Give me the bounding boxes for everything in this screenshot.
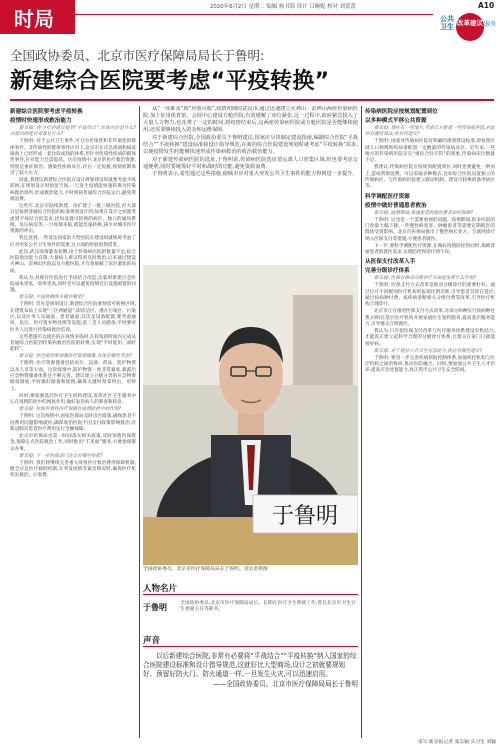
byline: 采写:新京报记者 张志颖 实习生 刘颖 xyxy=(417,740,496,745)
answer-paragraph: 北京市医保局也第一时间落实相关政策,及时预拨医保资金,保障定点医院救治工作,同时推出“不见面”服务,方便参保群众办事。 xyxy=(10,433,136,452)
answer-paragraph: 下一步,要科学调配医疗资源,在做好疫情防控的同时,保障普通患者的就医需求,实现防控和诊疗两不误。 xyxy=(365,243,495,255)
subhead: 疫情时快速形成救治能力 xyxy=(10,118,72,124)
column-badge xyxy=(440,13,496,47)
answer-paragraph: 我注意到,一些发达国家的大型医院在建设时就统筹考虑了应对突发公共卫生事件的需要,这方面的经验值得借鉴。 xyxy=(10,236,136,248)
answer-paragraph: 从“一床难求”到“应收尽收”,疫情初期的武汉市,通过迅速建立火神山、雷神山两座传染病医院,加上征用体育馆、会展中心建设方舱医院,有效缓解了床位紧张,这一过程中,政府紧急投入了大量人力物力,也花费了一定的时间,将疫情结束后,这两座传染病医院或方舱医院是否能继续使用,还需要继续投入资金和运维保障。 xyxy=(143,106,358,133)
answer-paragraph: 于鲁明: 医保支付方式改革是推动分级诊疗的重要杠杆。通过拉开不同级别医疗机构的报销比例差距,引导患者首诊在基层;通过按病种付费、按疾病诊断相关分组付费等改革,引导医疗机构合理诊疗。 xyxy=(365,283,495,308)
profile-name: 于鲁明 xyxy=(143,603,167,612)
subhead: 以多种模式平移公共资源 xyxy=(365,118,427,124)
subhead: 疫情中做好普通患者救治 xyxy=(365,202,427,209)
question-paragraph: 新京报: 医保在推动分级诊疗方面能发挥什么作用? xyxy=(374,276,476,282)
headline: 新建综合医院要考虑“平疫转换” xyxy=(10,69,330,94)
question-paragraph: 新京报: 你也提到要加强医疗资源储备,具体有哪些考虑? xyxy=(19,354,132,360)
badge-right-text: 服务 xyxy=(484,21,497,28)
question-paragraph: 新京报: 下一步医保部门还会有哪些举措? xyxy=(19,453,103,459)
voice-rule xyxy=(143,646,358,647)
answer-paragraph: 对于新建综合医院,全国政协委员于鲁明建议,国家应尽快制定建设指南,编制综合医院“平战结合”“平疫转换”建设标准和设计指导规范,在新的综合医院建设规划时就考虑“平疫转换”需求,以便疫情发生时能够快速形成传染病救治的收治救治能力。 xyxy=(143,134,358,155)
answer-paragraph: 北京市正在推进医保支付方式改革,对部分病种实行按病种付费,同时在基层医疗机构开展家庭医生签约服务,提高基层服务能力,引导群众合理就医。 xyxy=(365,309,495,327)
answer-paragraph: 于鲁明: 要进一步完善疾病预防控制体系,加强疾控机构与医疗机构之间的协同,推动医防融合。同时,要加强公共卫生人才培养,提高应急处置能力,真正筑牢公共卫生安全防线。 xyxy=(365,355,495,374)
answer-paragraph: 于鲁明: 首先是规划设计,新建综合医院要预留可转换区域,在建筑布局上实现“三区两通道”,即清洁区、潜在污染区、污染区,以及医务人员通道、患者通道;其次是设备配置,要考虑通风、负压、医疗废弃物处理等设施;第三是人员储备,平时要对医务人员进行传染病救治培训。 xyxy=(10,302,136,333)
question-paragraph: 新京报: 对于提升公共卫生应急能力,你还有哪些建议? xyxy=(374,348,482,354)
answer-paragraph: 对于新建传染病医院的选址,于鲁明说,传染病医院选址要远离人口密集区域,但也要考虑交通便利,同时要统筹好平时和战时的功能,避免资源浪费。 xyxy=(143,156,358,170)
headline-rule xyxy=(10,99,494,101)
subhead: 完善分级诊疗体系 xyxy=(365,268,410,275)
answer-paragraph: 我建议,传染病医院应按规划配置到位,同时也要避免一哄而上,造成资源浪费。可以采取多种模式,比如综合医院设置独立的传染病区、与传染病医院建立联动机制、建设可转换的备用病区等。 xyxy=(365,165,495,190)
nameplate-text: 于鲁明 xyxy=(271,504,339,529)
answer-paragraph: 于鲁明: 这也是一个需要重视的问题。疫情期间,很多医院的门诊量大幅下降,一些慢性病患者、肿瘤患者等需要定期就医的群体受到影响。北京市医保局推出了慢性病长处方、互联网诊疗纳入医保支付等措施,方便患者就医。 xyxy=(365,217,495,242)
answer-paragraph: 我认为,只有把医保支付改革与医疗服务体系建设有机结合,才能真正建立起科学合理的分级诊疗体系,让群众在家门口就能看好病。 xyxy=(365,329,495,347)
article-column-1 xyxy=(10,106,136,736)
column-divider xyxy=(361,106,362,738)
question-paragraph: 新京报: 平疫转换的关键在哪里? xyxy=(19,295,85,301)
column-divider xyxy=(139,106,140,738)
answer-paragraph: 于鲁明: 国家对传染病医院有明确的规划建设标准,即按照区域人口规模和疾病谱配置一定数量的传染病床位。近年来,一些地方的传染病医院存在“重综合轻专科”的现象,传染病床位数量不足。 xyxy=(365,139,495,164)
photo-caption: 全国政协委员、北京市医疗保障局局长于鲁明。受访者供图 xyxy=(143,567,268,572)
kicker-title: 全国政协委员、北京市医疗保障局局长于鲁明: xyxy=(10,48,265,63)
page-header xyxy=(0,0,500,34)
article-column-4 xyxy=(365,106,495,736)
answer-paragraph: 同时,要加强基层医疗卫生机构建设,发挥社区卫生服务中心在疫情防控中的网底作用,做好发热病人的筛查和转诊。 xyxy=(10,393,136,406)
profile-rule xyxy=(143,594,358,595)
subhead: 科学调配医疗资源 xyxy=(365,193,410,200)
section-name: 时局 xyxy=(14,7,54,31)
issue-meta: 2020年6月2日 星期二 编辑 杨书海 设计 吕婉妮 校对 刘蕾蕾 xyxy=(210,4,356,10)
answer-paragraph: 于鲁明表示,希望通过这些措施,使城市应对重大突发公共卫生事件的能力得到进一步提升。 xyxy=(152,171,358,178)
answer-paragraph: 于鲁明: 医疗资源储备包括床位、设备、药品、防护物资以及人员等方面。这次疫情中,防护物资一度非常紧张,暴露出应急物资储备体系还不够完善。建议建立分级分类的应急物资储备制度,平时做好储备和轮换,确保关键时刻拿得出、用得上。 xyxy=(10,361,136,392)
page-number: A10 xyxy=(478,1,495,10)
question-paragraph: 新京报: 疫情期间,普通患者的就医需求如何保障? xyxy=(374,210,473,216)
subhead: 新建综合医院要考虑平疫转换 xyxy=(10,109,83,115)
answer-paragraph: 于鲁明: 我们将继续完善重大疫情医疗救治费用保障机制,健全应急医疗救助机制,在突发疫情等紧急情况时,确保医疗机构先救治、后收费。 xyxy=(10,460,136,479)
voice-quote-text: 以后新建综合医院,非常有必要将“平战结合”“平疫转换”纳入国家的综合医院建设标准和设计指导规范,这就好比大型商场,设计之初就要规划好、预留好防火门、防火通道一样,一旦发生火灾,可以迅速启用。 xyxy=(143,652,357,679)
question-paragraph: 新京报: 现在有一些地方,考虑后方新建一些传染病医院,对此你有哪些看法,你有何建议? xyxy=(365,126,495,138)
answer-paragraph: 因此,我建议新建综合医院在设计规划建设时就要考虑平疫转换,在规划设计时预留空间,一旦发生疫情能快速转换为传染病救治场所,形成救治能力,平时则按普通综合医院运行,避免资源浪费。 xyxy=(10,177,136,202)
profile-title: 人物名片 xyxy=(143,584,178,594)
badge-left-text: 公共卫生 xyxy=(440,15,454,31)
badge-circle: 改革建议 xyxy=(456,13,484,41)
portrait-illustration xyxy=(143,265,358,565)
answer-paragraph: 于鲁明: 对于公共卫生事件,可分为传染性和非传染性的群体事件。非传染性的群体事件应对上,北京市在应急准备和病床储备上已经形成一套比较成熟的体系,但针对传染性疾病的群体性事件,应对能力还需提高。这次疫情中,北京的医疗救治资源,特别是重症救治、感染性疾病床位,存在一定短板,疫情初期承受了较大压力。 xyxy=(10,139,136,176)
answer-paragraph: 这些措施可以使医院在疫情来临时,在较短的时间内完成从普通综合医院到传染病救治医院的转换,实现“平时能用、战时能转”。 xyxy=(10,334,136,353)
voice-signature: ——全国政协委员、北京市医疗保障局局长于鲁明 xyxy=(212,679,358,688)
question-paragraph: 新京报: 你今年的建议提到“平疫结合”,具体内容是什么? 对提出的建议背景是什么? xyxy=(10,126,136,138)
question-paragraph: 新京报: 你如何看待医疗保障在疫情防控中的作用? xyxy=(19,407,121,413)
section-tag xyxy=(0,0,75,34)
answer-paragraph: 于鲁明: 这次疫情中,国家医保局及时出台政策,确保患者不因费用问题影响就医,确保收治医院不因支付政策影响救治,对新冠肺炎患者医疗费用实行全额保障。 xyxy=(10,414,136,432)
header-rule xyxy=(75,14,433,15)
subhead: 从医保支付改革入手 xyxy=(365,259,416,266)
article-column-3 xyxy=(143,106,358,261)
portrait-photo xyxy=(143,265,358,565)
answer-paragraph: 这些年,北京市陆续新建、改扩建了一批三级医院,但大部分是按照普通综合医院的标准规划设计的,如果在设计之初就考虑到平疫结合的需求,比如设置可转换的病区、独立的通风系统、负压病房等,一旦疫情来临,就能迅速转换,减少对城市医疗资源的冲击。 xyxy=(10,203,136,235)
subhead: 传染病医院应按规划配置到位 xyxy=(365,109,438,115)
answer-paragraph: 我认为,对现有医院进行平疫结合改造,比临时新建应急医院成本更低、效率更高,同时也可以避免疫情过后设施闲置的问题。 xyxy=(10,275,136,294)
voice-quote xyxy=(143,652,358,689)
profile-description: 全国政协委员,北京市医疗保障局局长。长期在医疗卫生系统工作,曾任北京市卫生计生委副主任等职务。 xyxy=(180,601,356,613)
answer-paragraph: 此次,武汉疫情暴发初期,由于传染病医院的数量不足,综合医院收治能力有限,大量病人难以得到及时救治,后来通过建设火神山、雷神山医院以及方舱医院,才有效缓解了床位紧张的局面。 xyxy=(10,249,136,274)
voice-title: 声音 xyxy=(143,636,161,646)
